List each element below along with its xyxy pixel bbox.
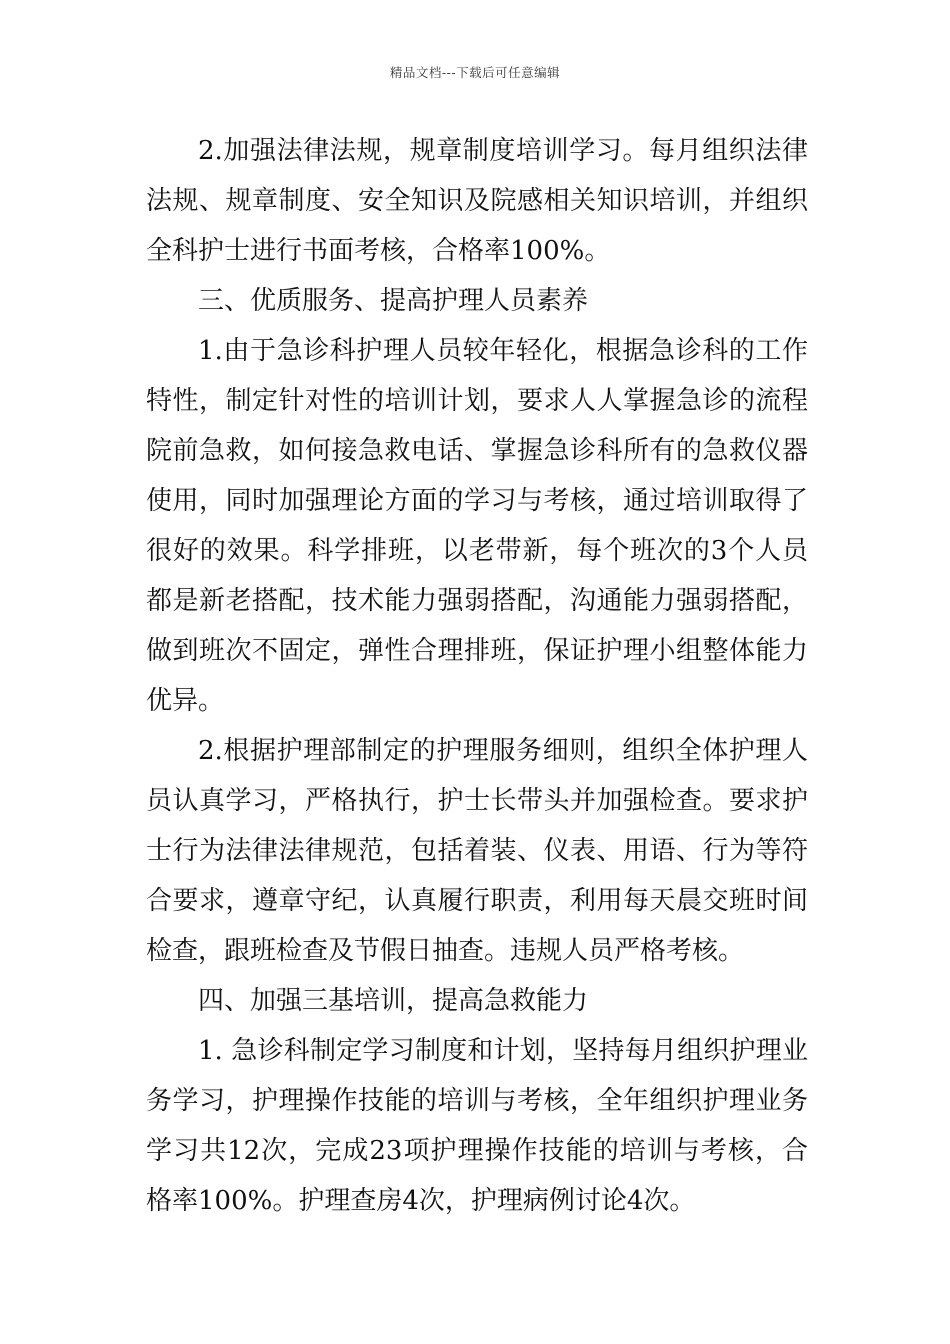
section-heading-quality-service: 三、优质服务、提高护理人员素养	[198, 286, 589, 316]
document-body	[146, 126, 808, 1226]
paragraph-service-rules: 2.根据护理部制定的护理服务细则，组织全体护理人员认真学习，严格执行，护士长带头并加强检查。要求护士行为法律法律规范，包括着装、仪表、用语、行为等符合要求，遵章守纪，认真履行职责，利用每天晨交班时间检查，跟班检查及节假日抽查。违规人员严格考核。	[146, 736, 808, 966]
paragraph-training-plan: 1.由于急诊科护理人员较年轻化，根据急诊科的工作特性，制定针对性的培训计划，要求人人掌握急诊的流程院前急救，如何接急救电话、掌握急诊科所有的急救仪器使用，同时加强理论方面的学习与考核，通过培训取得了很好的效果。科学排班，以老带新，每个班次的3个人员都是新老搭配，技术能力强弱搭配，沟通能力强弱搭配，做到班次不固定，弹性合理排班，保证护理小组整体能力优异。	[146, 336, 808, 716]
paragraph-study-system: 1. 急诊科制定学习制度和计划，坚持每月组织护理业务学习，护理操作技能的培训与考核，全年组织护理业务学习共12次，完成23项护理操作技能的培训与考核，合格率100%。护理查房4次，护理病例讨论4次。	[146, 1036, 808, 1216]
paragraph-law-training: 2.加强法律法规，规章制度培训学习。每月组织法律法规、规章制度、安全知识及院感相关知识培训，并组织全科护士进行书面考核，合格率100%。	[146, 136, 808, 266]
page-header: 精品文档---下载后可任意编辑	[389, 65, 561, 80]
section-heading-basic-training: 四、加强三基培训，提高急救能力	[198, 986, 589, 1016]
